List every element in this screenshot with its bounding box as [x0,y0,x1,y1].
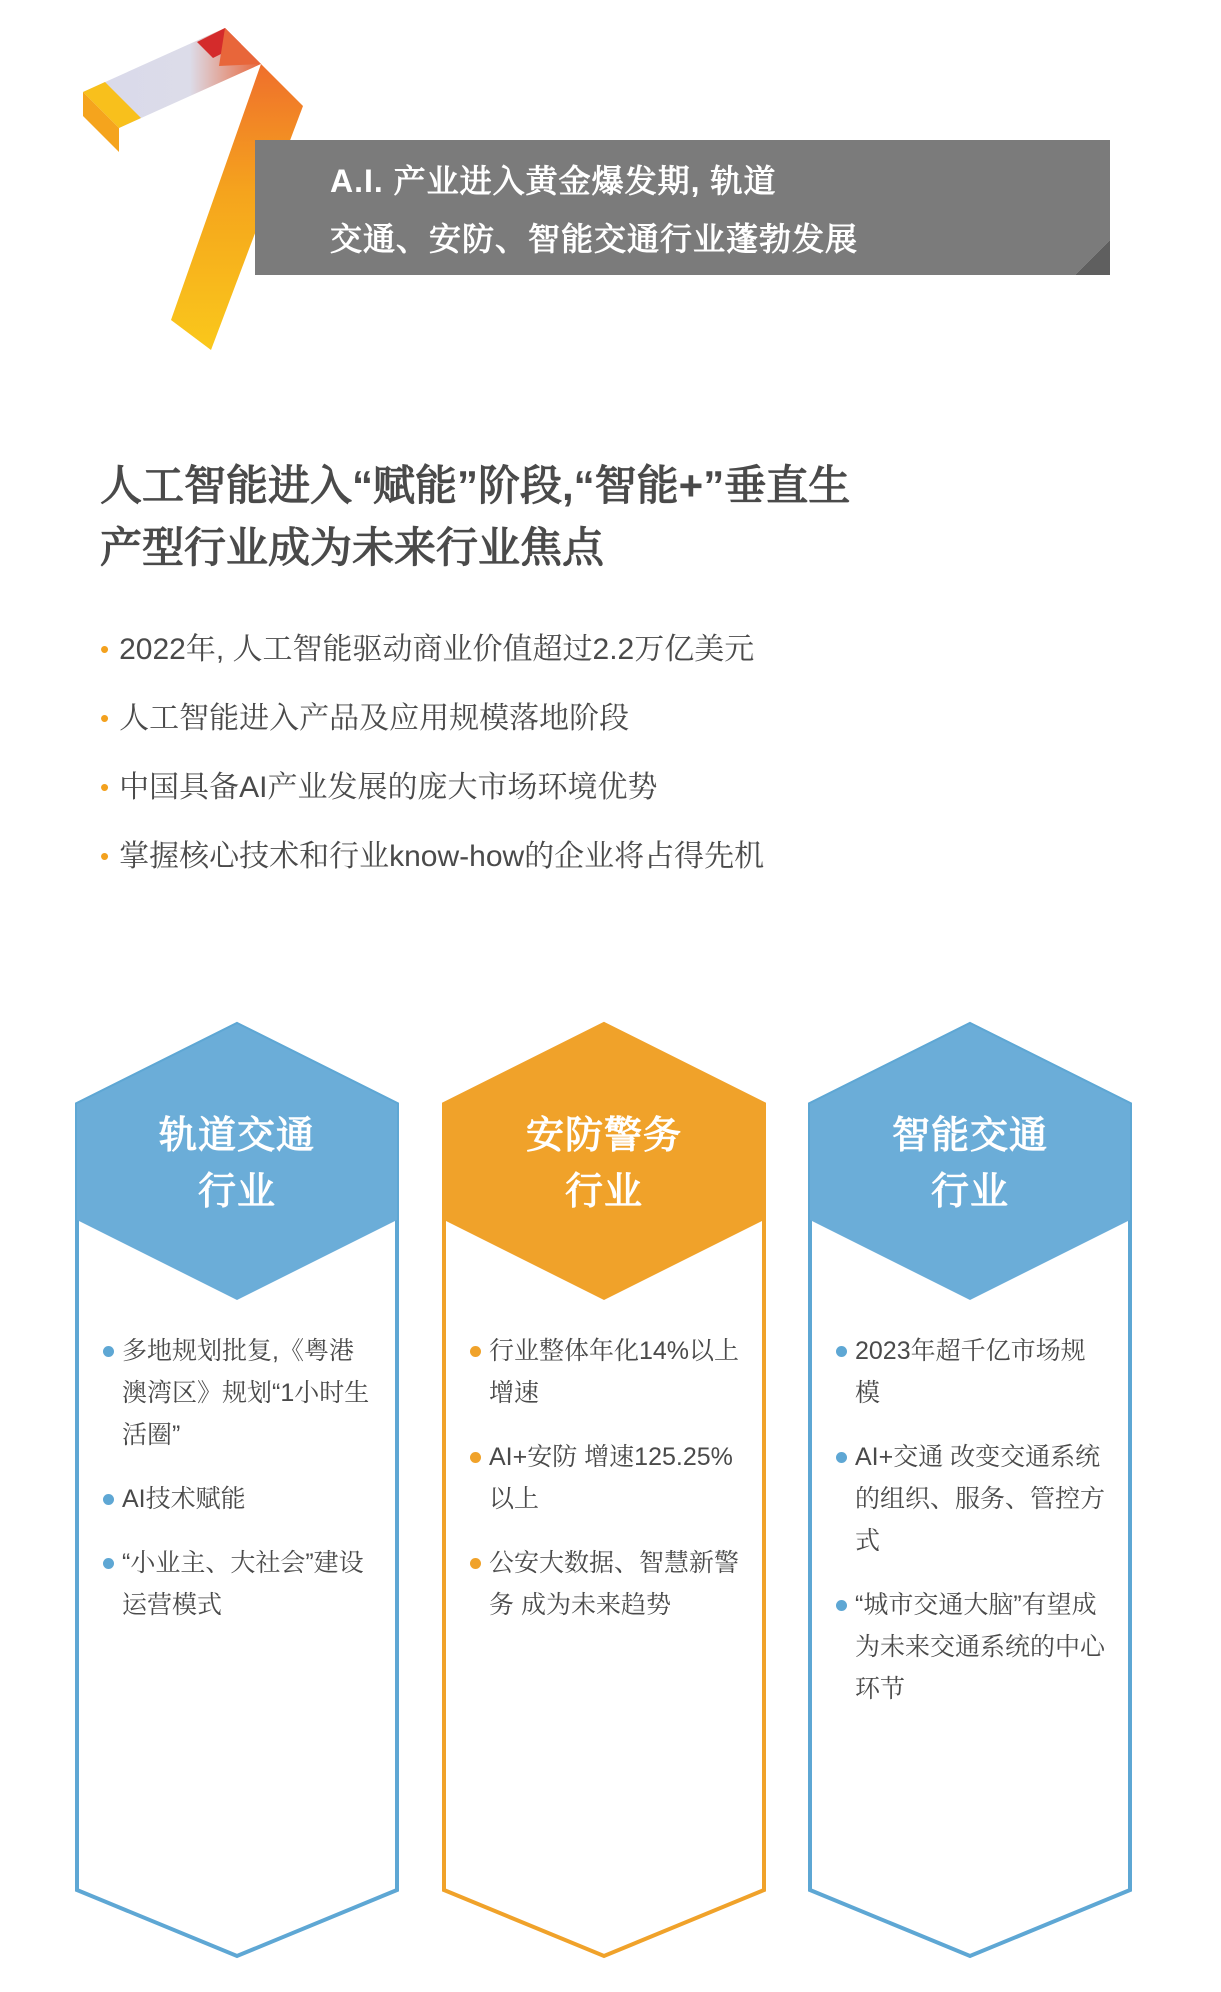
list-item-label: “城市交通大脑”有望成为未来交通系统的中心环节 [855,1591,1106,1703]
industry-column-rail-transit [73,1020,401,1960]
list-item [103,1330,373,1456]
key-points-list [100,630,1130,906]
list-item-label: AI+交通 改变交通系统的组织、服务、管控方式 [855,1443,1106,1555]
ribbon-title-line-2: 交通、安防、智能交通行业蓬勃发展 [330,221,859,257]
bullet-dot-icon [836,1346,847,1357]
column-title [440,1108,768,1220]
list-item [103,1478,373,1520]
list-item [836,1330,1106,1414]
list-item [470,1330,740,1414]
list-item-label: 多地规划批复,《粤港澳湾区》规划“1小时生活圈” [122,1337,370,1449]
bullet-dot-icon: • [100,772,110,802]
list-item-label: 行业整体年化14%以上增速 [489,1337,740,1407]
list-item-label: AI+安防 增速125.25%以上 [489,1443,733,1513]
column-body [103,1330,373,1648]
bullet-dot-icon [470,1558,481,1569]
column-title-line-1: 智能交通 [891,1115,1048,1157]
headline-line-2: 产型行业成为未来行业焦点 [100,524,605,571]
list-item [470,1542,740,1626]
ribbon-title [330,152,1050,268]
bullet-dot-icon: • [100,703,110,733]
list-item [100,837,1130,877]
column-title-line-2: 行业 [930,1171,1009,1213]
list-item-label: 人工智能进入产品及应用规模落地阶段 [119,702,630,735]
bullet-dot-icon [836,1600,847,1611]
list-item-label: “小业主、大社会”建设运营模式 [122,1549,364,1619]
list-item [103,1542,373,1626]
header-banner [0,0,1221,400]
column-title [806,1108,1134,1220]
list-item [100,768,1130,808]
list-item [836,1436,1106,1562]
bullet-dot-icon [836,1452,847,1463]
bullet-dot-icon [470,1452,481,1463]
list-item [470,1436,740,1520]
column-title [73,1108,401,1220]
column-title-line-2: 行业 [197,1171,276,1213]
bullet-dot-icon: • [100,634,110,664]
industry-column-smart-transport [806,1020,1134,1960]
bullet-dot-icon: • [100,841,110,871]
bullet-dot-icon [103,1558,114,1569]
list-item [100,630,1130,670]
list-item-label: 2023年超千亿市场规模 [855,1337,1086,1407]
column-title-line-2: 行业 [564,1171,643,1213]
list-item [836,1584,1106,1710]
headline-line-1: 人工智能进入“赋能”阶段,“智能+”垂直生 [100,462,851,509]
list-item-label: 2022年, 人工智能驱动商业价值超过2.2万亿美元 [119,633,755,666]
bullet-dot-icon [470,1346,481,1357]
column-body [470,1330,740,1648]
industry-column-security-policing [440,1020,768,1960]
ribbon-title-line-1: A.I. 产业进入黄金爆发期, 轨道 [330,163,777,199]
list-item-label: AI技术赋能 [122,1485,246,1513]
page-headline [100,455,1130,579]
list-item-label: 中国具备AI产业发展的庞大市场环境优势 [119,771,658,804]
column-title-line-1: 安防警务 [525,1115,682,1157]
list-item-label: 掌握核心技术和行业know-how的企业将占得先机 [119,840,765,873]
list-item [100,699,1130,739]
bullet-dot-icon [103,1346,114,1357]
column-body [836,1330,1106,1732]
column-title-line-1: 轨道交通 [158,1115,315,1157]
industry-columns [0,1020,1221,1960]
bullet-dot-icon [103,1494,114,1505]
list-item-label: 公安大数据、智慧新警务 成为未来趋势 [489,1549,740,1619]
